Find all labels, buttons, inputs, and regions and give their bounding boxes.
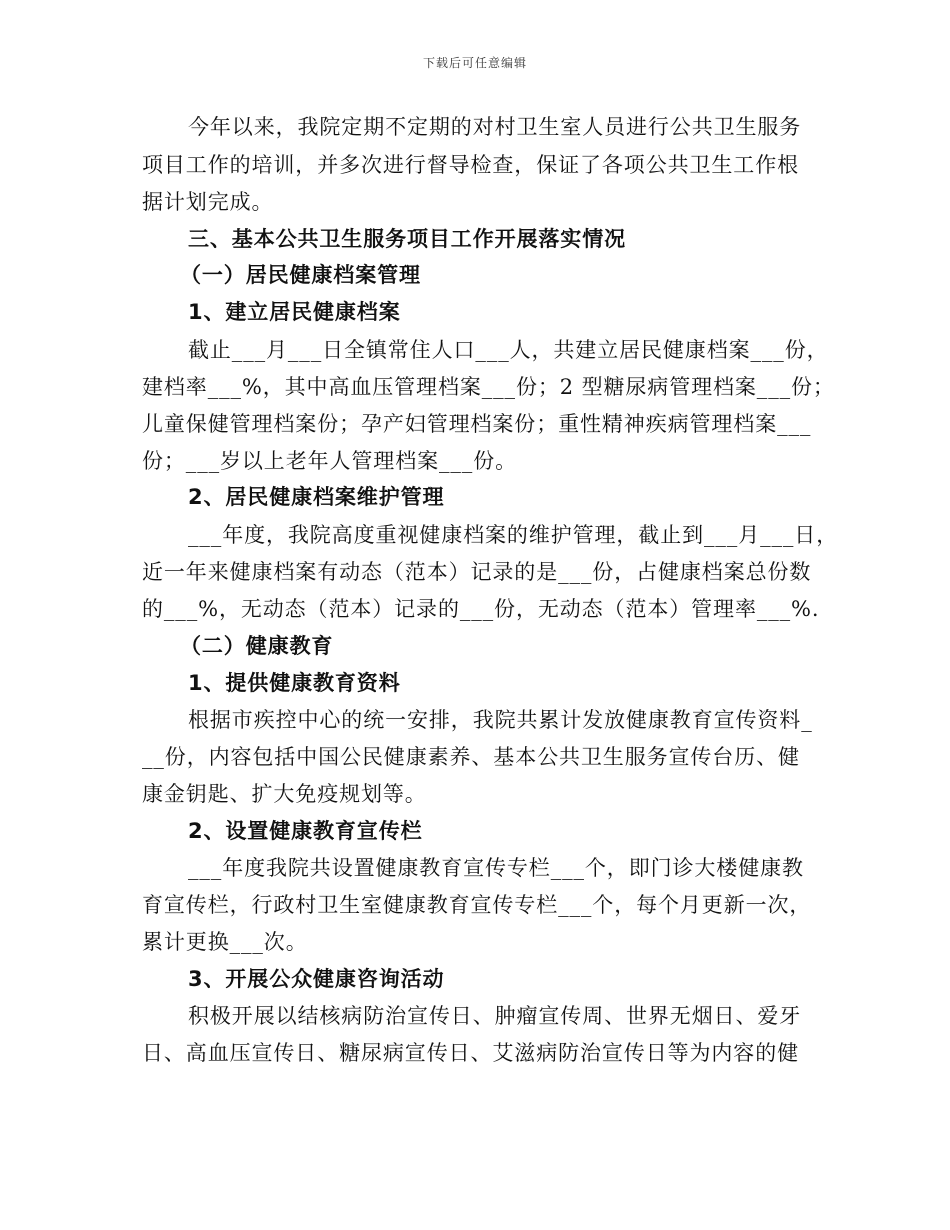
- sub-heading: （一）居民健康档案管理: [180, 263, 421, 287]
- paragraph-line: 康金钥匙、扩大免疫规划等。: [142, 782, 427, 806]
- paragraph-line: ___年度我院共设置健康教育宣传专栏___个，即门诊大楼健康教: [188, 856, 804, 880]
- paragraph-line: 近一年来健康档案有动态（范本）记录的是___份，占健康档案总份数: [142, 560, 812, 584]
- paragraph-line: 截止___月___日全镇常住人口___人，共建立居民健康档案___份，: [188, 338, 829, 362]
- paragraph-line: __份，内容包括中国公民健康素养、基本公共卫生服务宣传台历、健: [142, 745, 800, 769]
- paragraph-line: 儿童保健管理档案份；孕产妇管理档案份；重性精神疾病管理档案___: [142, 412, 812, 436]
- paragraph-line: 项目工作的培训，并多次进行督导检查，保证了各项公共卫生工作根: [142, 153, 799, 177]
- item-heading: 3、开展公众健康咨询活动: [188, 967, 445, 991]
- paragraph-line: 日、高血压宣传日、糖尿病宣传日、艾滋病防治宣传日等为内容的健: [142, 1041, 799, 1065]
- paragraph-line: 育宣传栏，行政村卫生室健康教育宣传专栏___个，每个月更新一次，: [142, 893, 812, 917]
- paragraph-line: 积极开展以结核病防治宣传日、肿瘤宣传周、世界无烟日、爱牙: [188, 1004, 802, 1028]
- item-heading: 1、提供健康教育资料: [188, 671, 401, 695]
- paragraph-line: 根据市疾控中心的统一安排，我院共累计发放健康教育宣传资料_: [188, 708, 813, 732]
- item-heading: 2、设置健康教育宣传栏: [188, 819, 423, 843]
- header-note: 下载后可任意编辑: [422, 56, 527, 70]
- paragraph-line: 今年以来，我院定期不定期的对村卫生室人员进行公共卫生服务: [188, 115, 802, 139]
- section-heading: 三、基本公共卫生服务项目工作开展落实情况: [188, 227, 626, 251]
- sub-heading: （二）健康教育: [180, 634, 334, 658]
- paragraph-line: 建档率___%，其中高血压管理档案___份；2 型糖尿病管理档案___份；: [142, 375, 835, 399]
- item-heading: 1、建立居民健康档案: [188, 300, 401, 324]
- paragraph-line: 据计划完成。: [142, 190, 274, 214]
- item-heading: 2、居民健康档案维护管理: [188, 485, 445, 509]
- paragraph-line: 的___%，无动态（范本）记录的___份，无动态（范本）管理率___%.: [142, 597, 820, 621]
- paragraph-line: ___年度，我院高度重视健康档案的维护管理，截止到___月___日，: [188, 523, 839, 547]
- paragraph-line: 累计更换___次。: [142, 930, 308, 954]
- paragraph-line: 份；___岁以上老年人管理档案___份。: [142, 449, 517, 473]
